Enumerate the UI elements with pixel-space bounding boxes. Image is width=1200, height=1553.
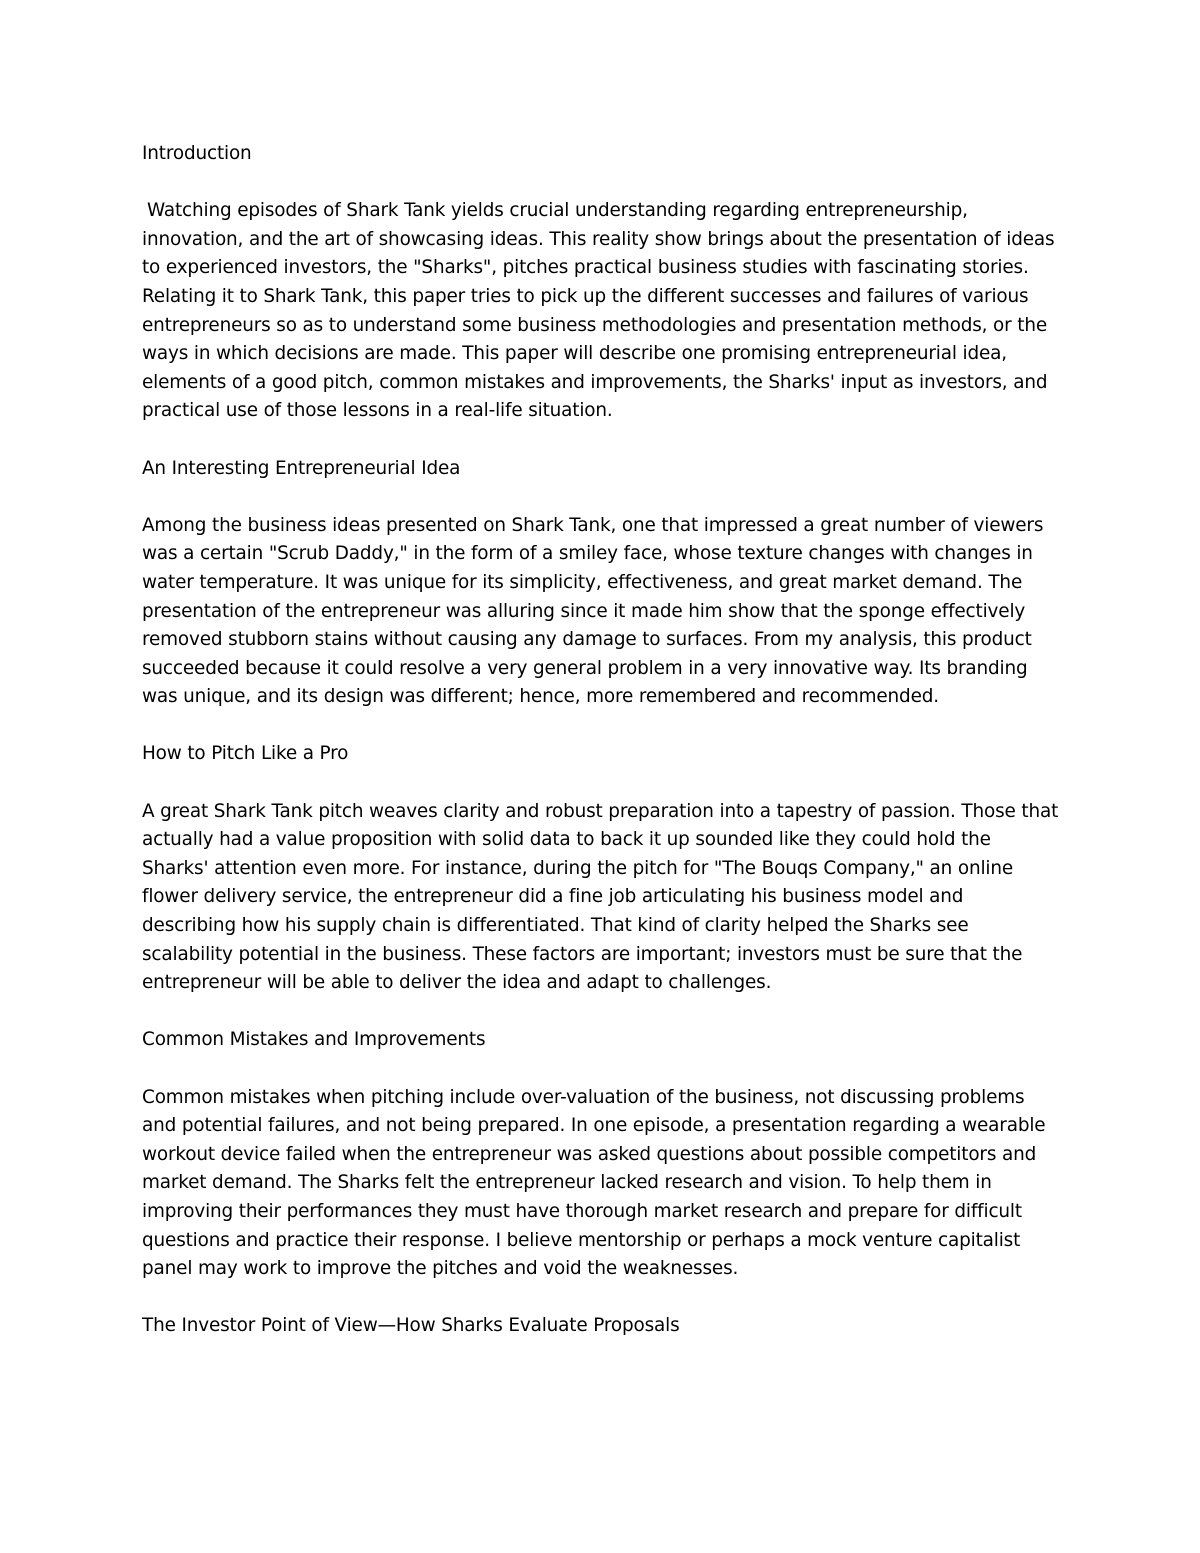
- section-heading-pitch-like-a-pro: How to Pitch Like a Pro: [142, 743, 349, 765]
- section-heading-entrepreneurial-idea: An Interesting Entrepreneurial Idea: [142, 457, 461, 479]
- section-paragraph-pitch-like-a-pro: A great Shark Tank pitch weaves clarity and robust preparation into a tapestry of passion. Those that actually had a value proposition with solid data to back it up sounded like they could hold the Sharks' attention even more. For instance, during the pitch for "The Bouqs Company," an online flower delivery service, the entrepreneur did a fine job articulating his business model and describing how his supply chain is differentiated. That kind of clarity helped the Sharks see scalability potential in the business. These factors are important; investors must be sure that the entrepreneur will be able to deliver the idea and adapt to challenges.: [142, 800, 1059, 994]
- section-heading-common-mistakes: Common Mistakes and Improvements: [142, 1029, 486, 1051]
- section-paragraph-common-mistakes: Common mistakes when pitching include over-valuation of the business, not discussing problems and potential failures, and not being prepared. In one episode, a presentation regarding a wearable workout device failed when the entrepreneur was asked questions about possible competitors and market demand. The Sharks felt the entrepreneur lacked research and vision. To help them in improving their performances they must have thorough market research and prepare for difficult questions and practice their response. I believe mentorship or perhaps a mock venture capitalist panel may work to improve the pitches and void the weaknesses.: [142, 1086, 1046, 1280]
- document-body: [142, 140, 1062, 1341]
- section-heading-introduction: Introduction: [142, 143, 252, 164]
- section-paragraph-introduction: Watching episodes of Shark Tank yields crucial understanding regarding entrepreneurship, innovation, and the art of showcasing ideas. This reality show brings about the presentation of ideas to experienced investors, the "Sharks", pitches practical business studies with fascinating stories. Relating it to Shark Tank, this paper tries to pick up the different successes and failures of various entrepreneurs so as to understand some business methodologies and presentation methods, or the ways in which decisions are made. This paper will describe one promising entrepreneurial idea, elements of a good pitch, common mistakes and improvements, the Sharks' input as investors, and practical use of those lessons in a real-life situation.: [142, 200, 1055, 422]
- section-paragraph-entrepreneurial-idea: Among the business ideas presented on Shark Tank, one that impressed a great number of viewers was a certain "Scrub Daddy," in the form of a smiley face, whose texture changes with changes in water temperature. It was unique for its simplicity, effectiveness, and great market demand. The presentation of the entrepreneur was alluring since it made him show that the sponge effectively removed stubborn stains without causing any damage to surfaces. From my analysis, this product succeeded because it could resolve a very general problem in a very innovative way. Its branding was unique, and its design was different; hence, more remembered and recommended.: [142, 514, 1044, 708]
- section-heading-investor-point-of-view: The Investor Point of View—How Sharks Evaluate Proposals: [142, 1315, 680, 1337]
